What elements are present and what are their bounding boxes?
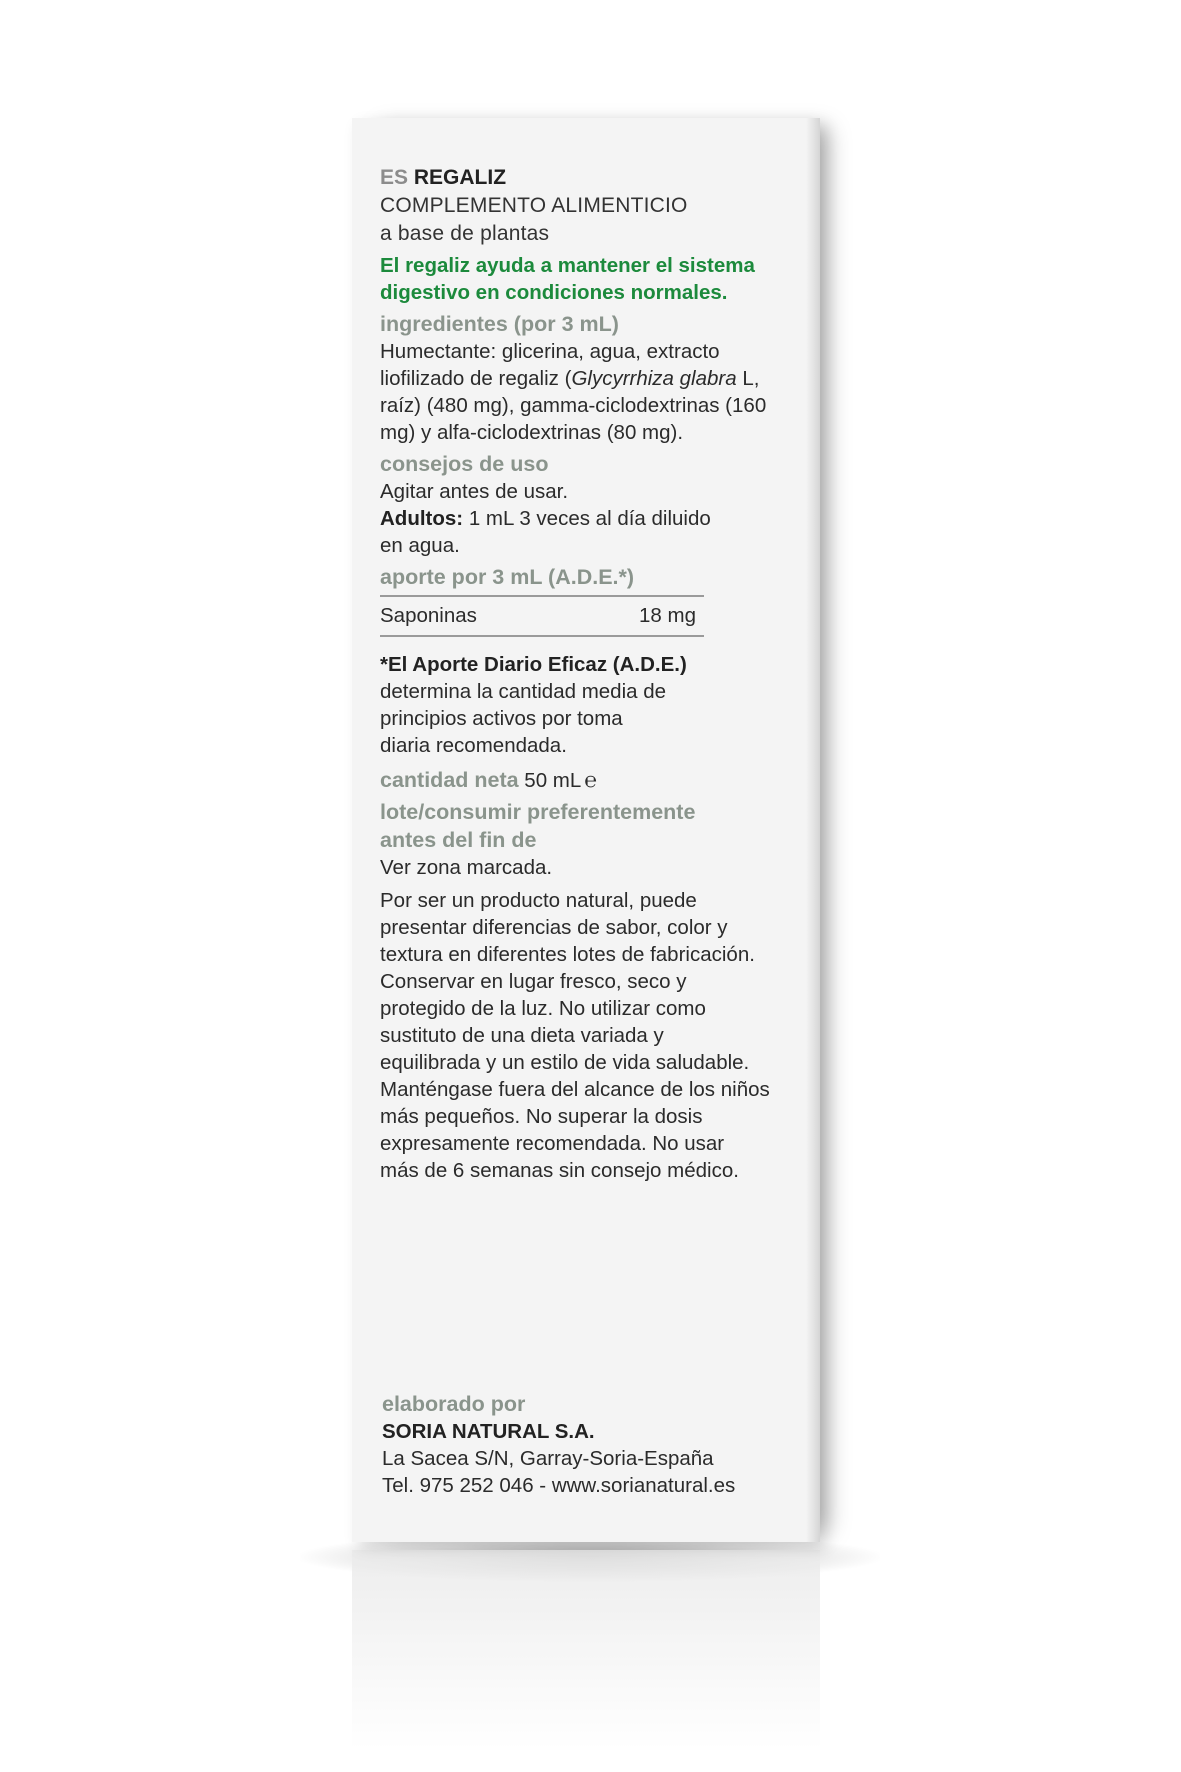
footnote-line-3: principios activos por toma xyxy=(380,707,623,730)
usage-line-2-rest: 1 mL 3 veces al día diluido xyxy=(463,507,711,530)
estimated-sign-icon: ℮ xyxy=(584,769,597,792)
lot-heading-line-2: antes del fin de xyxy=(380,828,537,852)
net-quantity-heading: cantidad neta xyxy=(380,768,519,792)
health-claim-line-2: digestivo en condiciones normales. xyxy=(380,281,728,304)
box-reflection xyxy=(352,1550,820,1750)
table-cell-name: Saponinas xyxy=(380,604,477,627)
contribution-heading: aporte por 3 mL (A.D.E.*) xyxy=(380,565,635,589)
net-quantity-value: 50 mL xyxy=(518,769,582,792)
ingredients-line-4: mg) y alfa-ciclodextrinas (80 mg). xyxy=(380,421,684,444)
subtitle-line-1: COMPLEMENTO ALIMENTICIO xyxy=(380,194,688,217)
product-title xyxy=(380,164,802,192)
warning-line: sustituto de una dieta variada y xyxy=(380,1024,664,1047)
ingredients-line-2-a: liofilizado de regaliz ( xyxy=(380,367,572,390)
usage-line-3: en agua. xyxy=(380,534,460,557)
product-box-side xyxy=(352,118,820,1542)
lot-text: Ver zona marcada. xyxy=(380,856,553,879)
usage-heading: consejos de uso xyxy=(380,452,549,476)
lot-heading-line-1: lote/consumir preferentemente xyxy=(380,800,696,824)
ingredients-line-2 xyxy=(380,365,802,392)
warning-line: expresamente recomendada. No usar xyxy=(380,1132,725,1155)
footnote-line-2: determina la cantidad media de xyxy=(380,680,667,703)
usage-line-1: Agitar antes de usar. xyxy=(380,480,569,503)
ingredients-heading: ingredientes (por 3 mL) xyxy=(380,312,619,336)
table-cell-value: 18 mg xyxy=(639,604,696,627)
manufacturer-contact: Tel. 975 252 046 - www.sorianatural.es xyxy=(382,1474,736,1497)
language-code: ES xyxy=(380,166,409,189)
product-name: REGALIZ xyxy=(413,166,507,189)
warning-line: más pequeños. No superar la dosis xyxy=(380,1105,703,1128)
health-claim-line-1: El regaliz ayuda a mantener el sistema xyxy=(380,254,755,277)
manufacturer-block xyxy=(382,1390,802,1499)
warning-line: más de 6 semanas sin consejo médico. xyxy=(380,1159,739,1182)
table-row xyxy=(380,597,700,635)
footnote-title: *El Aporte Diario Eficaz (A.D.E.) xyxy=(380,653,687,676)
manufacturer-name: SORIA NATURAL S.A. xyxy=(382,1420,595,1443)
warning-line: presentar diferencias de sabor, color y xyxy=(380,916,728,939)
subtitle-line-2: a base de plantas xyxy=(380,222,550,245)
manufacturer-heading: elaborado por xyxy=(382,1392,526,1416)
warning-line: protegido de la luz. No utilizar como xyxy=(380,997,706,1020)
warning-line: Conservar en lugar fresco, seco y xyxy=(380,970,687,993)
box-edge-shade xyxy=(806,118,820,1542)
warning-block xyxy=(380,887,802,1184)
ingredients-line-2-b: L, xyxy=(736,367,760,390)
ingredients-line-1: Humectante: glicerina, agua, extracto xyxy=(380,340,720,363)
usage-adults-label: Adultos: xyxy=(380,507,464,530)
footnote-line-4: diaria recomendada. xyxy=(380,734,567,757)
warning-line: equilibrada y un estilo de vida saludable. xyxy=(380,1051,750,1074)
usage-line-2 xyxy=(380,505,802,532)
botanical-name: Glycyrrhiza glabra xyxy=(571,367,737,390)
warning-line: textura en diferentes lotes de fabricación. xyxy=(380,943,755,966)
ingredients-line-3: raíz) (480 mg), gamma-ciclodextrinas (160 xyxy=(380,394,767,417)
warning-line: Manténgase fuera del alcance de los niños xyxy=(380,1078,770,1101)
net-quantity xyxy=(380,767,802,794)
table-bottom-rule xyxy=(380,635,704,637)
warning-line: Por ser un producto natural, puede xyxy=(380,889,697,912)
label-content xyxy=(380,164,802,1184)
manufacturer-address: La Sacea S/N, Garray-Soria-España xyxy=(382,1447,714,1470)
